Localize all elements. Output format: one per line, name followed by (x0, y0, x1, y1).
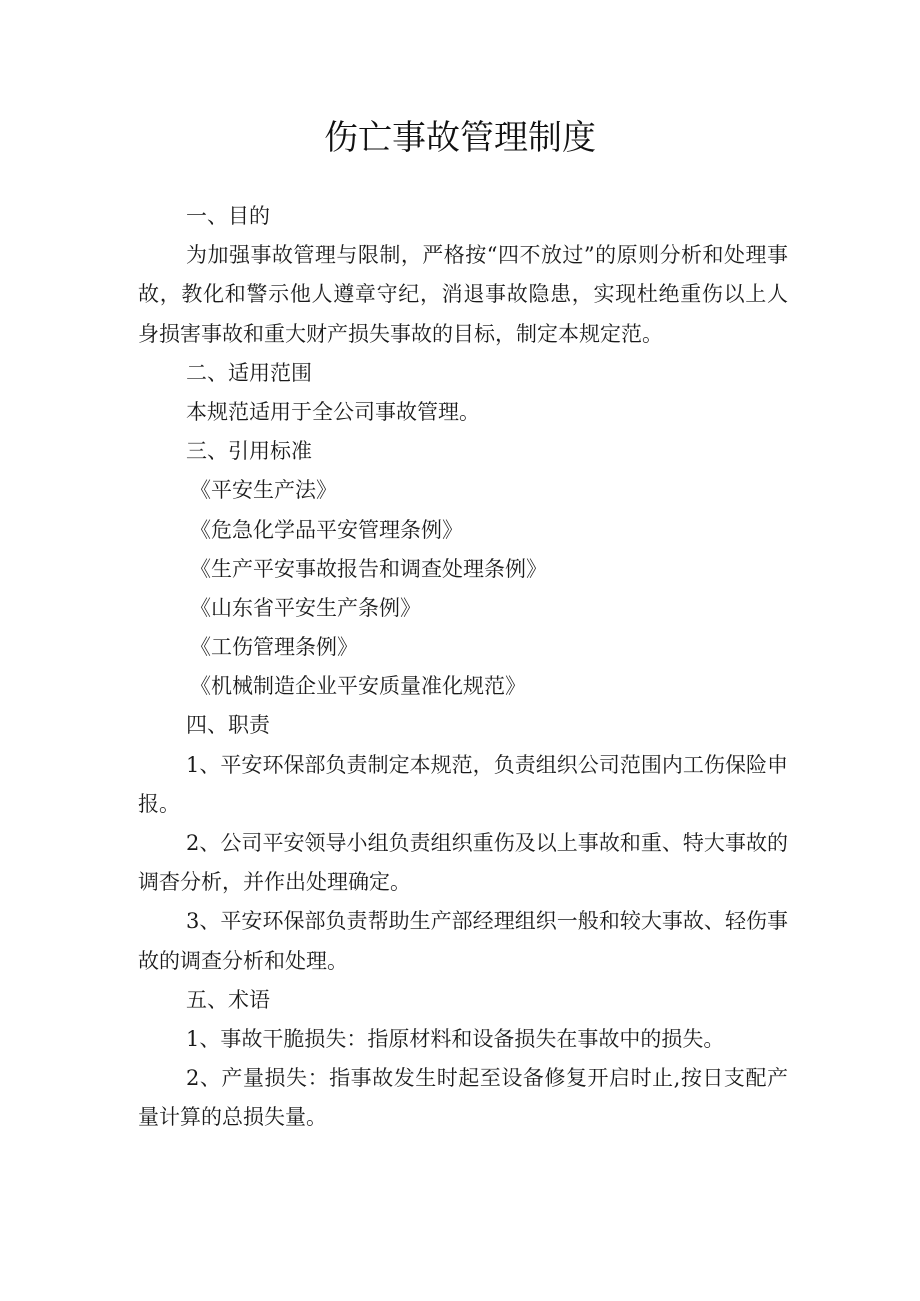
document-body (138, 197, 788, 1138)
section-text-purpose: 为加强事故管理与限制，严格按“四不放过”的原则分析和处理事故，教化和警示他人遵章守纪，消退事故隐患，实现杜绝重伤以上人身损害事故和重大财产损失事故的目标，制定本规定范。 (138, 243, 788, 346)
reference-item: 《生产平安事故报告和调查处理条例》 (190, 556, 547, 581)
reference-item: 《山东省平安生产条例》 (190, 595, 421, 620)
duty-item: 2、公司平安领导小组负责组织重伤及以上事故和重、特大事故的调杳分析，并作出处理确定。 (138, 831, 788, 895)
term-item: 2、产量损失：指事故发生时起至设备修复开启时止,按日支配产量计算的总损失量。 (138, 1066, 788, 1130)
reference-item: 《平安生产法》 (190, 478, 337, 503)
duty-item: 1、平安环保部负责制定本规范，负责组织公司范围内工伤保险申报。 (138, 752, 788, 816)
document-title: 伤亡事故管理制度 (324, 118, 596, 158)
term-item: 1、事故干脆损失：指原材料和设备损失在事故中的损失。 (186, 1027, 725, 1052)
section-text-scope: 本规范适用于全公司事故管理。 (186, 399, 480, 424)
section-heading-terms: 五、术语 (186, 987, 270, 1012)
section-heading-scope: 二、适用范围 (186, 360, 312, 385)
section-heading-purpose: 一、目的 (186, 204, 270, 228)
duty-item: 3、平安环保部负责帮助生产部经理组织一般和较大事故、轻伤事故的调查分析和处理。 (138, 909, 788, 973)
reference-item: 《危急化学品平安管理条例》 (190, 517, 463, 542)
section-heading-duties: 四、职责 (186, 713, 270, 738)
reference-item: 《机械制造企业平安质量准化规范》 (190, 674, 526, 699)
reference-item: 《工伤管理条例》 (190, 635, 358, 660)
section-heading-references: 三、引用标准 (186, 439, 312, 464)
